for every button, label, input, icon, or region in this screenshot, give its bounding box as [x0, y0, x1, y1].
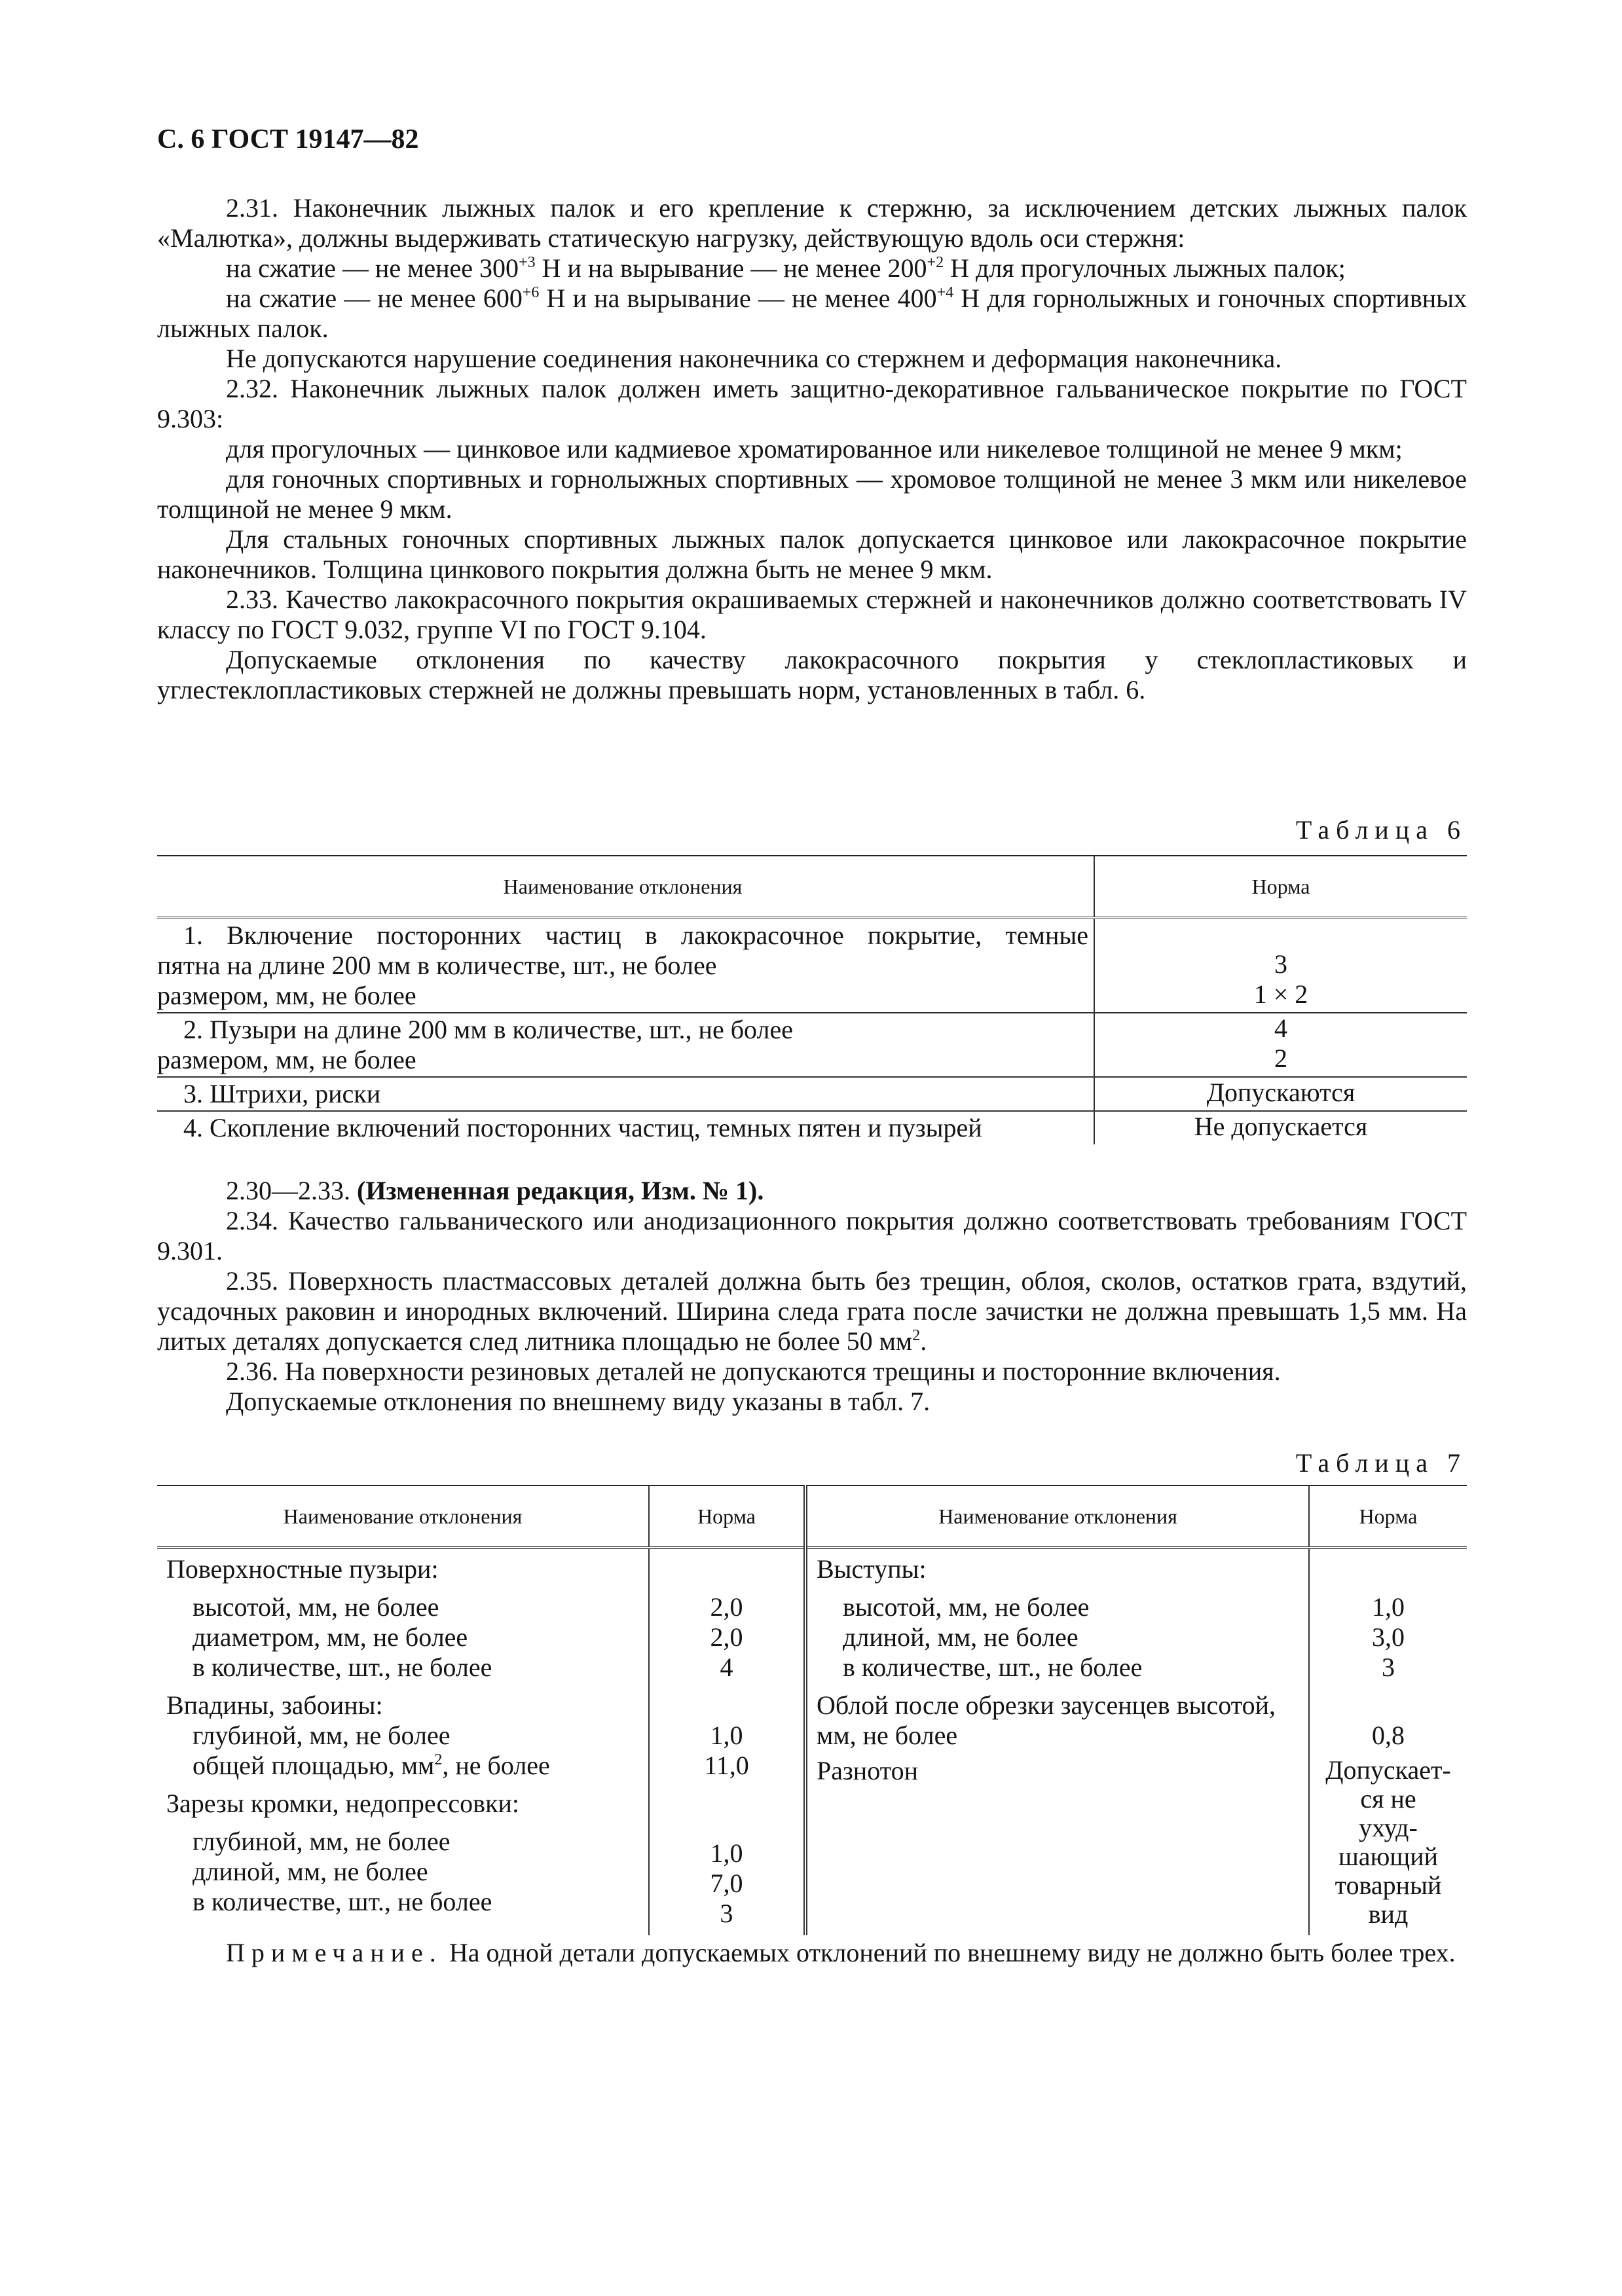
table-6-caption: Таблица 6 [1295, 815, 1467, 845]
table-6-header-deviation: Наименование отклонения [157, 856, 1094, 918]
note-text: На одной детали допускаемых отклонений по внешнему виду не должно быть более трех. [442, 1938, 1456, 1967]
table-7-left-names: Поверхностные пузыри: высотой, мм, не более диаметром, мм, не более в количестве, шт., не более Впадины, забоины: глубиной, мм, не более общей площадью, $мм^2$, не более Зарезы кромки, недопрессовки: глубиной, мм, не более длиной, мм, не более в количестве, шт., не более [157, 1548, 649, 1935]
table-6-row-2-name: 2. Пузыри на длине 200 мм в количестве, шт., не более размером, мм, не более [157, 1013, 1094, 1077]
section-text-upper [157, 193, 1467, 705]
paragraph-2-34: 2.34. Качество гальванического или анодизационного покрытия должно соответствовать требованиям ГОСТ 9.301. [157, 1206, 1467, 1266]
table-6-header-row [157, 856, 1467, 918]
table-7-header-deviation-right: Наименование отклонения [805, 1485, 1309, 1548]
paragraph-2-31-restriction: Не допускаются нарушение соединения наконечника со стержнем и деформация наконечника. [226, 344, 1282, 373]
table-6 [157, 855, 1467, 1144]
table-6-row-3-name: 3. Штрихи, риски [157, 1077, 1094, 1111]
table-6-header-norm: Норма [1094, 856, 1467, 918]
table-6-row-1-norm: 3 1 × 2 [1094, 918, 1467, 1013]
note-label: Примечание. [226, 1938, 443, 1967]
table-row [157, 1548, 1467, 1935]
table-row [157, 1077, 1467, 1111]
table-7-header-row [157, 1485, 1467, 1548]
table-row [157, 1013, 1467, 1077]
paragraph-2-31-compression-walking: на сжатие — не менее $300^{+3}$ Н и на вырывание — не менее $200^{+2}$ Н для прогулочных лыжных палок; [226, 253, 1346, 283]
table-6-row-3-norm: Допускаются [1094, 1077, 1467, 1111]
paragraph-2-33-deviations: Допускаемые отклонения по качеству лакокрасочного покрытия у стеклопластиковых и углестеклопластиковых стержней не должны превышать норм, установленных в табл. 6. [157, 645, 1467, 704]
table-7-caption: Таблица 7 [1295, 1448, 1467, 1478]
table-6-row-4-norm: Не допускается [1194, 1112, 1368, 1141]
paragraph-2-36: 2.36. На поверхности резиновых деталей не допускаются трещины и посторонние включения. [226, 1357, 1281, 1386]
paragraph-2-36-table-ref: Допускаемые отклонения по внешнему виду указаны в табл. 7. [226, 1387, 931, 1416]
paragraph-2-32-steel: Для стальных гоночных спортивных лыжных палок допускается цинковое или лакокрасочное покрытие наконечников. Толщина цинкового покрытия должна быть не менее 9 мкм. [157, 524, 1467, 584]
paragraph-2-32-walking: для прогулочных — цинковое или кадмиевое хроматированное или никелевое толщиной не менее 9 мкм; [226, 434, 1403, 464]
paragraph-2-35: 2.35. Поверхность пластмассовых деталей должна быть без трещин, облоя, сколов, остатков грата, вздутий, усадочных раковин и инородных включений. Ширина следа грата после зачистки не должна превышать 1,5 мм. На литых деталях допускается след литника площадью не более 50 $мм^2$. [157, 1266, 1467, 1356]
table-7-right-names: Выступы: высотой, мм, не более длиной, мм, не более в количестве, шт., не более Облой после обрезки заусенцев высотой, мм, не более Разнотон [805, 1548, 1309, 1935]
paragraph-2-32-sport: для гоночных спортивных и горнолыжных спортивных — хромовое толщиной не менее 3 мкм или никелевое толщиной не менее 9 мкм. [157, 464, 1467, 524]
table-row [157, 918, 1467, 1013]
paragraph-2-32: 2.32. Наконечник лыжных палок должен иметь защитно-декоративное гальваническое покрытие по ГОСТ 9.303: [157, 374, 1467, 433]
section-text-middle [157, 1176, 1467, 1417]
table-6-row-4-name: 4. Скопление включений посторонних частиц, темных пятен и пузырей [157, 1111, 1094, 1144]
table-row [157, 1111, 1467, 1144]
table-7-left-norms: 2,0 2,0 4 1,0 11,0 1,0 7,0 3 [649, 1548, 805, 1935]
paragraph-2-31: 2.31. Наконечник лыжных палок и его крепление к стержню, за исключением детских лыжных палок «Малютка», должны выдерживать статическую нагрузку, действующую вдоль оси стержня: [157, 193, 1467, 253]
table-6-row-1-name: 1. Включение посторонних частиц в лакокрасочное покрытие, темные пятна на длине 200 мм в количестве, шт., не более размером, мм, не более [157, 918, 1094, 1013]
table-7 [157, 1485, 1467, 1935]
page-header: С. 6 ГОСТ 19147—82 [157, 124, 419, 155]
table-7-header-deviation-left: Наименование отклонения [157, 1485, 649, 1548]
paragraph-2-31-compression-sport: на сжатие — не менее $600^{+6}$ Н и на вырывание — не менее $400^{+4}$ Н для горнолыжных и гоночных спортивных лыжных палок. [157, 283, 1467, 343]
table-6-row-2-norm: 4 2 [1094, 1013, 1467, 1077]
table-7-header-norm-left: Норма [649, 1485, 805, 1548]
table-7-right-norms: 1,0 3,0 3 0,8 Допускает- ся не ухуд- шающий товарный вид [1325, 1592, 1451, 1929]
paragraph-2-33: 2.33. Качество лакокрасочного покрытия окрашиваемых стержней и наконечников должно соответствовать IV классу по ГОСТ 9.032, группе VI по ГОСТ 9.104. [157, 585, 1467, 644]
table-7-note [157, 1938, 1467, 1968]
table-7-header-norm-right: Норма [1309, 1485, 1467, 1548]
amendment-note: 2.30—2.33. (Измененная редакция, Изм. № 1). [226, 1176, 764, 1205]
